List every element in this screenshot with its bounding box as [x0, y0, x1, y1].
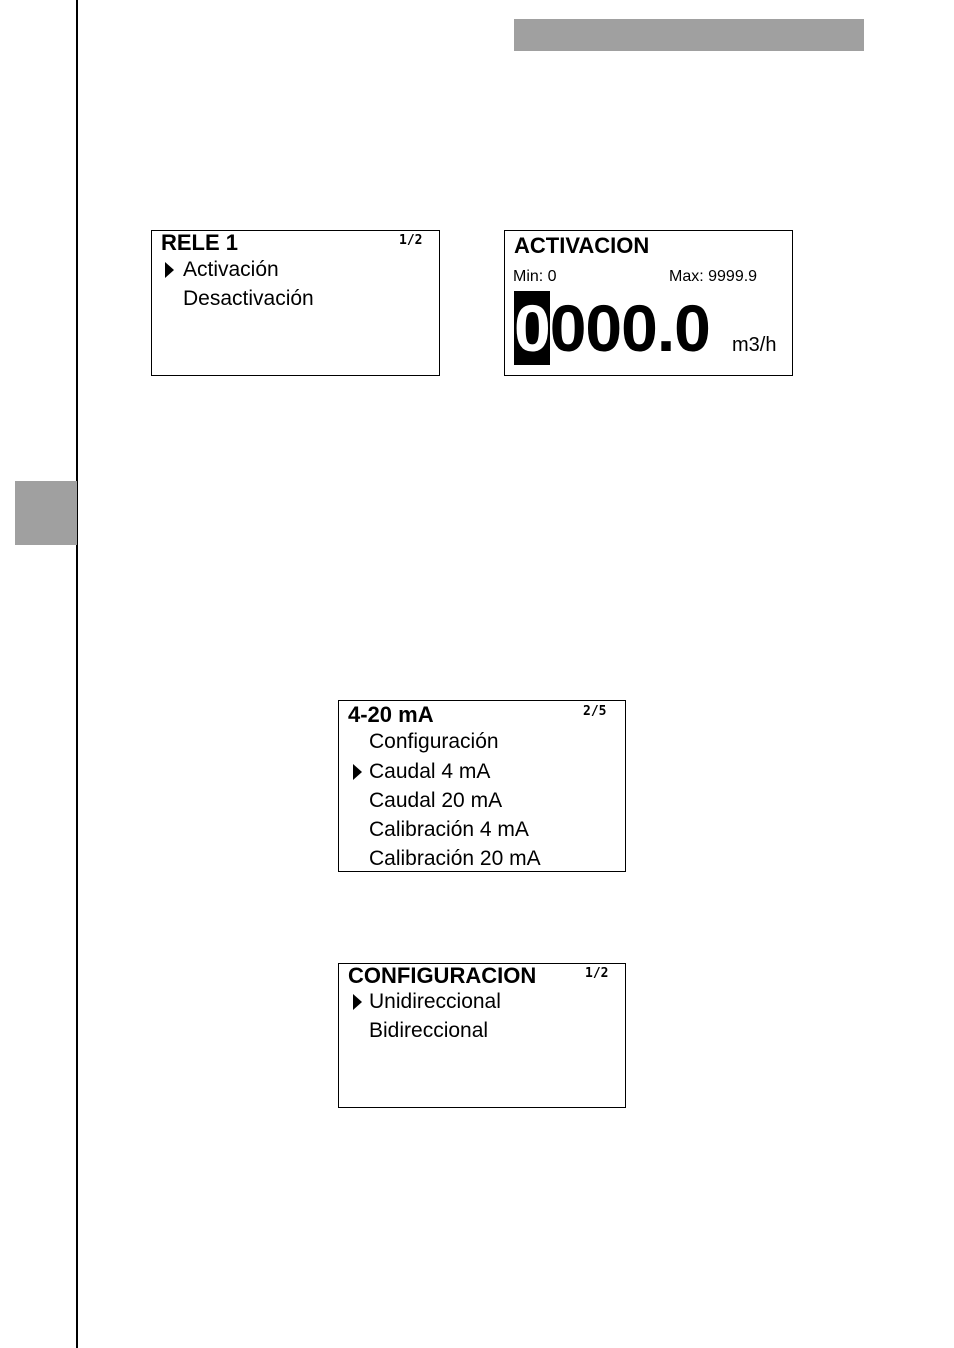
menu-item-desactivacion[interactable]: Desactivación [183, 287, 314, 310]
value-display[interactable] [514, 291, 710, 365]
menu-item-activacion[interactable]: Activación [183, 258, 279, 281]
menu-item-calibracion-4ma[interactable]: Calibración 4 mA [369, 818, 529, 841]
ma-screen [338, 700, 626, 872]
screen-title: ACTIVACION [514, 233, 650, 258]
menu-item-unidireccional[interactable]: Unidireccional [369, 990, 501, 1013]
value-cursor-digit[interactable]: 0 [514, 291, 550, 365]
selection-cursor-icon [165, 262, 174, 278]
menu-item-caudal-20ma[interactable]: Caudal 20 mA [369, 789, 503, 812]
menu-item-calibracion-20ma[interactable]: Calibración 20 mA [369, 847, 541, 870]
screen-title: 4-20 mA [348, 702, 434, 727]
rele1-screen [151, 230, 440, 376]
config-screen [338, 963, 626, 1108]
value-rest: 000.0 [549, 291, 710, 365]
menu-item-caudal-4ma[interactable]: Caudal 4 mA [369, 760, 491, 783]
unit-label: m3/h [732, 334, 777, 356]
min-label: Min: 0 [513, 268, 557, 285]
side-tab [15, 481, 77, 545]
max-label: Max: 9999.9 [669, 268, 758, 285]
header-bar [514, 19, 864, 51]
screen-title: RELE 1 [161, 230, 239, 255]
menu-item-bidireccional[interactable]: Bidireccional [369, 1019, 489, 1042]
menu-item-configuracion[interactable]: Configuración [369, 730, 499, 753]
page-indicator: 1/2 [399, 233, 423, 248]
screen-title: CONFIGURACION [348, 963, 537, 988]
page-indicator: 2/5 [583, 704, 607, 719]
selection-cursor-icon [353, 994, 362, 1010]
margin-line [76, 0, 78, 1348]
page-indicator: 1/2 [585, 966, 609, 981]
activacion-screen [504, 230, 793, 376]
selection-cursor-icon [353, 764, 362, 780]
